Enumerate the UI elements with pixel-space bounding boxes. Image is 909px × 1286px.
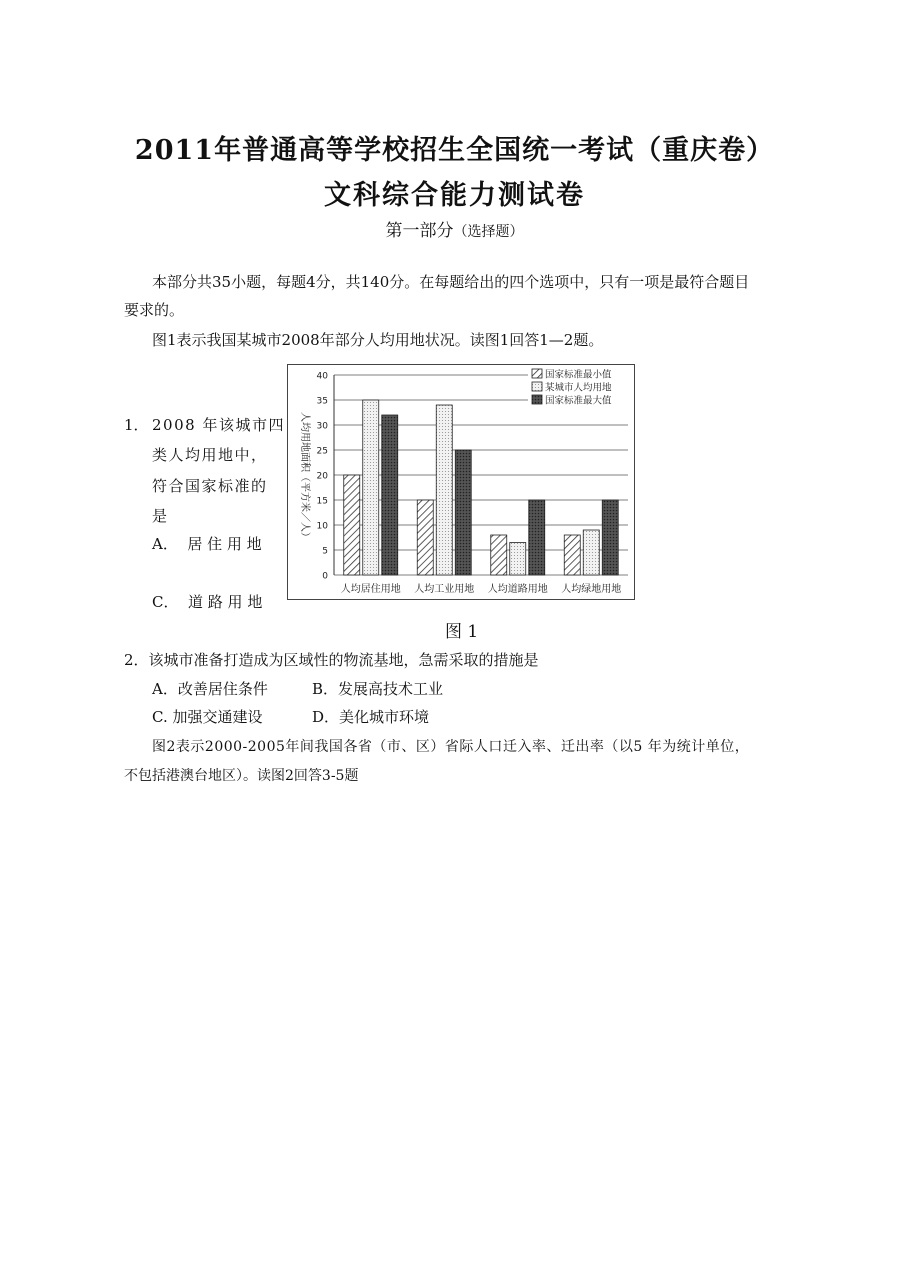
bar [510, 543, 526, 576]
chart-bars [344, 400, 619, 575]
section-note: （选择题） [453, 224, 524, 240]
y-tick-label: 40 [316, 371, 328, 382]
y-tick-label: 35 [316, 396, 328, 407]
section-title: 第一部分 [385, 221, 454, 241]
legend-swatch [532, 395, 542, 404]
intro-line-1: 本部分共35小题，每题4分，共140分。在每题给出的四个选项中，只有一项是最符合题目 [152, 273, 750, 291]
q1-stem-line-2: 类人均用地中， [152, 446, 268, 464]
y-tick-label: 15 [316, 496, 328, 507]
bar [363, 400, 379, 575]
q1-stem-line-3: 符合国家标准的 [152, 477, 268, 495]
figure1-intro: 图1表示我国某城市2008年部分人均用地状况。读图1回答1—2题。 [152, 331, 604, 349]
figure1-caption: 图 1 [445, 622, 479, 642]
chart-legend [528, 366, 632, 409]
bar [564, 535, 580, 575]
y-axis-label: 人均用地面积（平方米／人） [299, 412, 310, 542]
bar [455, 450, 471, 575]
legend-swatch [532, 382, 542, 391]
chart-y-ticks [317, 372, 329, 582]
q1-stem-line-1: 2008 年该城市四 [152, 416, 285, 434]
q2-option-d: D．美化城市环境 [312, 708, 430, 726]
bar [529, 500, 545, 575]
y-tick-label: 20 [316, 471, 328, 482]
legend-label: 国家标准最小值 [545, 369, 612, 381]
q2-option-b: B．发展高技术工业 [312, 680, 444, 698]
x-category-label: 人均绿地用地 [561, 584, 622, 595]
y-tick-label: 25 [316, 446, 328, 457]
q1-number: 1． [124, 416, 149, 434]
bar [583, 530, 599, 575]
y-tick-label: 30 [316, 421, 328, 432]
bar [602, 500, 618, 575]
y-tick-label: 0 [322, 571, 328, 582]
x-category-label: 人均工业用地 [414, 584, 475, 595]
bar-chart-svg [288, 365, 634, 599]
exam-title: 2011年普通高等学校招生全国统一考试（重庆卷） [134, 135, 775, 166]
section-heading [0, 216, 909, 241]
legend-label: 某城市人均用地 [545, 382, 612, 394]
q2-stem: 2．该城市准备打造成为区域性的物流基地，急需采取的措施是 [124, 651, 539, 669]
bar [417, 500, 433, 575]
intro-line-2: 要求的。 [124, 301, 185, 319]
chart-x-labels [341, 582, 622, 595]
figure2-intro-line-2: 不包括港澳台地区）。读图2回答3-5题 [124, 768, 359, 784]
legend-label: 国家标准最大值 [545, 395, 612, 407]
legend-swatch [532, 369, 542, 378]
bar [491, 535, 507, 575]
figure1-chart [287, 364, 635, 600]
q1-stem-line-4: 是 [152, 507, 168, 525]
bar [436, 405, 452, 575]
x-category-label: 人均居住用地 [340, 584, 401, 595]
exam-subtitle: 文科综合能力测试卷 [324, 180, 585, 211]
q1-option-c: C． 道 路 用 地 [152, 593, 263, 611]
figure2-intro-line-1: 图2表示2000-2005年间我国各省（市、区）省际人口迁入率、迁出率（以5 年为统计单位， [152, 739, 750, 755]
x-category-label: 人均道路用地 [487, 584, 548, 595]
q2-option-a: A．改善居住条件 [152, 680, 268, 698]
y-tick-label: 10 [316, 521, 328, 532]
q1-option-a: A． 居 住 用 地 [152, 535, 262, 553]
y-tick-label: 5 [322, 546, 328, 557]
bar [382, 415, 398, 575]
bar [344, 475, 360, 575]
q2-option-c: C. 加强交通建设 [152, 708, 263, 726]
